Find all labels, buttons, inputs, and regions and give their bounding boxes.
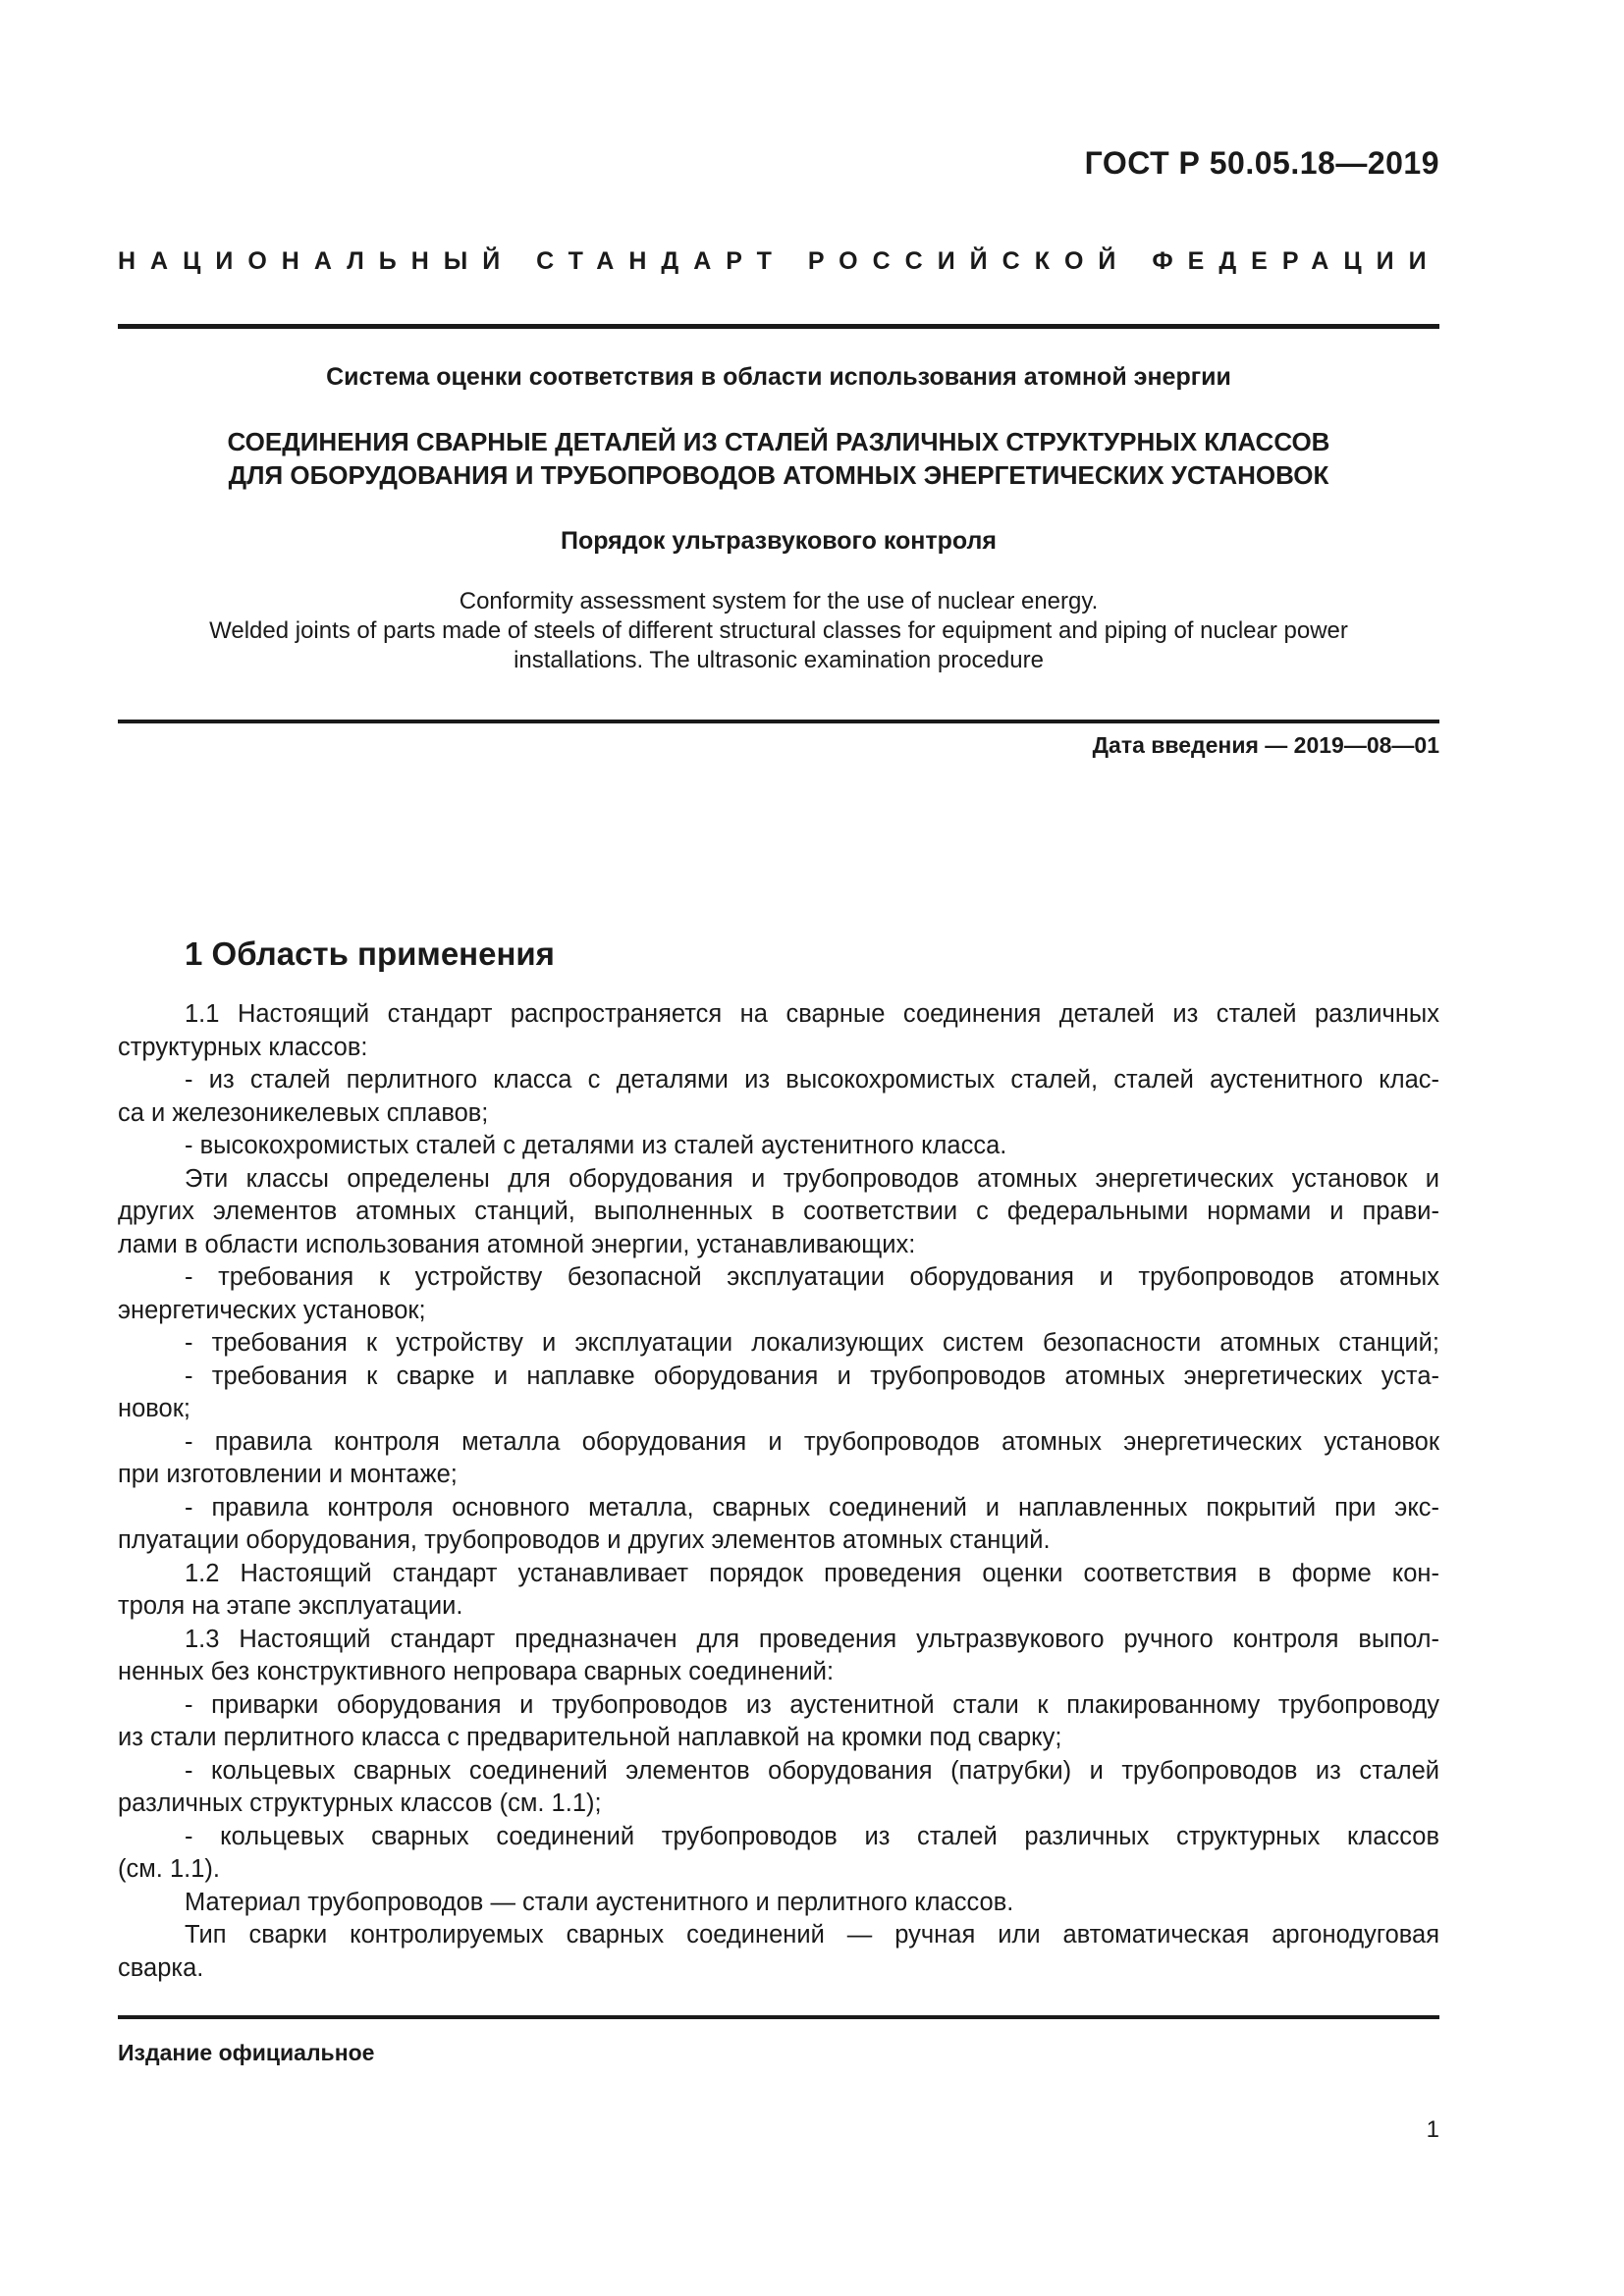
paragraph-line: - кольцевых сварных соединений элементов оборудования (патрубки) и трубопроводов из сталей	[185, 1756, 1439, 1785]
paragraph-line: лами в области использования атомной энергии, устанавливающих:	[118, 1230, 916, 1258]
paragraph-line: са и железоникелевых сплавов;	[118, 1098, 489, 1127]
paragraph-line: энергетических установок;	[118, 1296, 426, 1324]
paragraph-line: - требования к сварке и наплавке оборудования и трубопроводов атомных энергетических уста-	[185, 1362, 1439, 1390]
english-title-line: Welded joints of parts made of steels of different structural classes for equipment and piping of nuclear power	[209, 617, 1348, 644]
paragraph-line: других элементов атомных станций, выполненных в соответствии с федеральными нормами и прави-	[118, 1198, 1439, 1225]
english-title	[118, 587, 1439, 675]
paragraph-line: - требования к устройству и эксплуатации локализующих систем безопасности атомных станций;	[185, 1329, 1439, 1357]
title-line: СОЕДИНЕНИЯ СВАРНЫЕ ДЕТАЛЕЙ ИЗ СТАЛЕЙ РАЗЛИЧНЫХ СТРУКТУРНЫХ КЛАССОВ	[227, 427, 1330, 456]
paragraph-line: ненных без конструктивного непровара сварных соединений:	[118, 1658, 835, 1685]
paragraph-line: 1.3 Настоящий стандарт предназначен для проведения ультразвукового ручного контроля выпол-	[185, 1625, 1439, 1653]
paragraph-line: Тип сварки контролируемых сварных соединений — ручная или автоматическая аргонодуговая	[185, 1921, 1439, 1949]
paragraph-line: сварка.	[118, 1953, 204, 1982]
page-number: 1	[1426, 2116, 1439, 2143]
paragraph-line: - правила контроля металла оборудования и трубопроводов атомных энергетических установок	[185, 1427, 1439, 1456]
footer-divider	[118, 2015, 1439, 2019]
paragraph-line: при изготовлении и монтаже;	[118, 1461, 458, 1488]
paragraph-line: - кольцевых сварных соединений трубопроводов из сталей различных структурных классов	[185, 1822, 1439, 1850]
paragraph-line: - из сталей перлитного класса с деталями из высокохромистых сталей, сталей аустенитного клас-	[185, 1066, 1439, 1094]
paragraph-line: - требования к устройству безопасной эксплуатации оборудования и трубопроводов атомных	[185, 1263, 1439, 1291]
title-divider	[118, 720, 1439, 723]
document-code: ГОСТ Р 50.05.18—2019	[1084, 145, 1439, 181]
section-heading: 1 Область применения	[185, 935, 555, 972]
paragraph-line: из стали перлитного класса с предварительной наплавкой на кромки под сварку;	[118, 1724, 1062, 1751]
english-title-line: Conformity assessment system for the use of nuclear energy.	[459, 588, 1099, 614]
edition-label: Издание официальное	[118, 2040, 375, 2065]
paragraph-line: плуатации оборудования, трубопроводов и других элементов атомных станций.	[118, 1526, 1051, 1554]
introduction-date: Дата введения — 2019—08—01	[1092, 732, 1439, 758]
system-heading: Система оценки соответствия в области использования атомной энергии	[326, 363, 1231, 391]
english-title-line: installations. The ultrasonic examination procedure	[514, 647, 1044, 673]
paragraph-line: Эти классы определены для оборудования и трубопроводов атомных энергетических установок и	[185, 1164, 1439, 1193]
paragraph-line: структурных классов:	[118, 1033, 368, 1061]
paragraph-line: троля на этапе эксплуатации.	[118, 1592, 463, 1620]
top-divider	[118, 324, 1439, 329]
document-title	[118, 425, 1439, 492]
section-body	[118, 998, 1439, 1985]
paragraph-line: 1.2 Настоящий стандарт устанавливает порядок проведения оценки соответствия в форме кон-	[185, 1559, 1439, 1587]
document-subtitle: Порядок ультразвукового контроля	[560, 527, 998, 555]
paragraph-line: (см. 1.1).	[118, 1855, 220, 1883]
paragraph-line: новок;	[118, 1395, 190, 1422]
paragraph-line: Материал трубопроводов — стали аустенитного и перлитного классов.	[185, 1888, 1014, 1916]
national-standard-heading: НАЦИОНАЛЬНЫЙ СТАНДАРТ РОССИЙСКОЙ ФЕДЕРАЦИИ	[118, 247, 1441, 275]
paragraph-line: различных структурных классов (см. 1.1);	[118, 1789, 602, 1817]
paragraph-line: - приварки оборудования и трубопроводов из аустенитной стали к плакированному трубопроводу	[185, 1690, 1439, 1719]
title-line: ДЛЯ ОБОРУДОВАНИЯ И ТРУБОПРОВОДОВ АТОМНЫХ ЭНЕРГЕТИЧЕСКИХ УСТАНОВОК	[228, 460, 1329, 490]
paragraph-line: - правила контроля основного металла, сварных соединений и наплавленных покрытий при экс-	[185, 1493, 1439, 1522]
paragraph-line: 1.1 Настоящий стандарт распространяется на сварные соединения деталей из сталей различных	[185, 1000, 1439, 1028]
paragraph-line: - высокохромистых сталей с деталями из сталей аустенитного класса.	[185, 1132, 1007, 1159]
